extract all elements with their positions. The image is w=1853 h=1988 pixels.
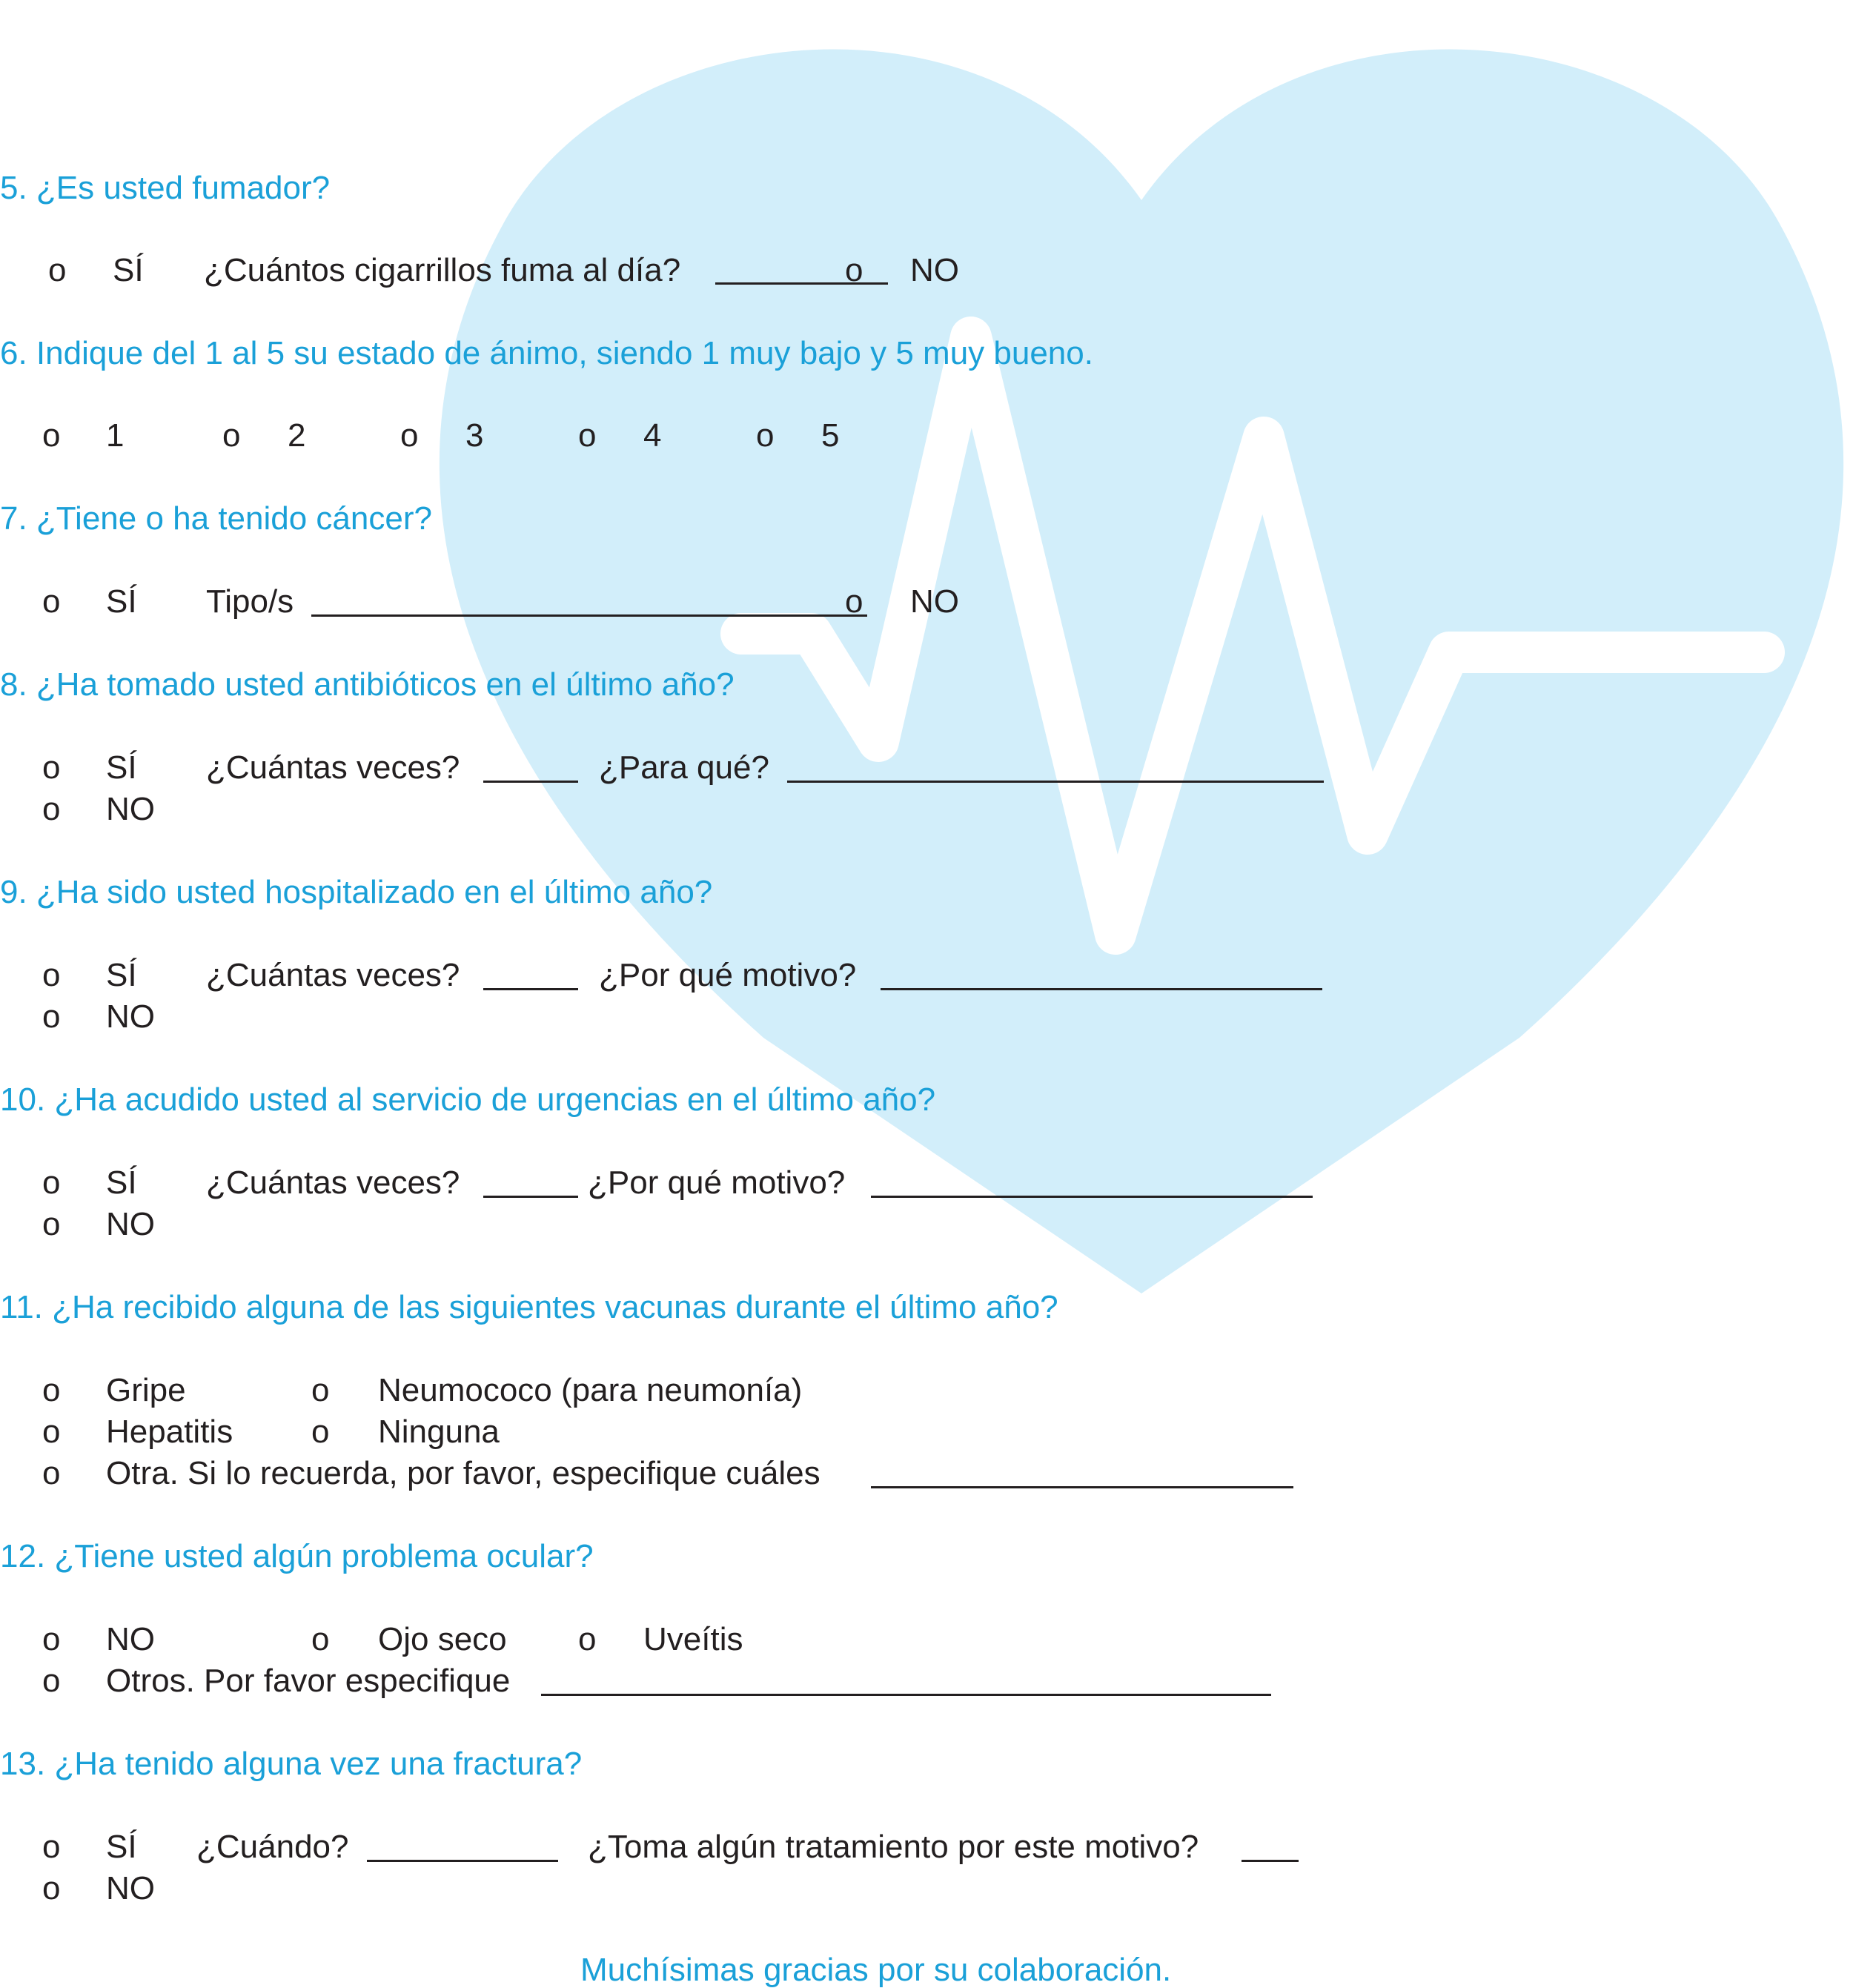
- checkbox-gripe[interactable]: o: [42, 1372, 61, 1408]
- option-label-si: SÍ: [106, 583, 137, 620]
- thanks-message: Muchísimas gracias por su colaboración.: [580, 1952, 1172, 1988]
- vaccine-neumococo: Neumococo (para neumonía): [378, 1372, 803, 1408]
- question-12: 12. ¿Tiene usted algún problema ocular?: [0, 1538, 594, 1574]
- checkbox-q5-no[interactable]: o: [845, 252, 863, 288]
- option-label-si: SÍ: [106, 957, 137, 993]
- mood-option-4: 4: [643, 417, 662, 454]
- fracture-date-field[interactable]: [367, 1860, 558, 1862]
- other-vaccine-field[interactable]: [871, 1486, 1293, 1488]
- checkbox-mood-5[interactable]: o: [756, 417, 775, 454]
- question-5: 5. ¿Es usted fumador?: [0, 170, 331, 206]
- option-ojo-seco: Ojo seco: [378, 1621, 507, 1657]
- cancer-type-field[interactable]: [311, 614, 867, 617]
- question-7: 7. ¿Tiene o ha tenido cáncer?: [0, 500, 432, 537]
- vaccine-hepatitis: Hepatitis: [106, 1414, 233, 1450]
- question-13: 13. ¿Ha tenido alguna vez una fractura?: [0, 1746, 583, 1782]
- question-10: 10. ¿Ha acudido usted al servicio de urgencias en el último año?: [0, 1081, 936, 1118]
- checkbox-q13-si[interactable]: o: [42, 1829, 61, 1865]
- option-otros: Otros. Por favor especifique: [106, 1663, 511, 1699]
- other-eye-problem-field[interactable]: [541, 1694, 1271, 1696]
- checkbox-mood-2[interactable]: o: [222, 417, 241, 454]
- checkbox-q8-si[interactable]: o: [42, 749, 61, 786]
- antibiotics-times-field[interactable]: [483, 781, 578, 783]
- times-prompt: ¿Cuántas veces?: [206, 749, 460, 786]
- vaccine-ninguna: Ninguna: [378, 1414, 500, 1450]
- mood-option-3: 3: [465, 417, 484, 454]
- hospital-times-field[interactable]: [483, 988, 578, 990]
- treatment-prompt: ¿Toma algún tratamiento por este motivo?: [588, 1829, 1199, 1865]
- option-uveitis: Uveítis: [643, 1621, 743, 1657]
- option-label-si: SÍ: [106, 1164, 137, 1201]
- question-8: 8. ¿Ha tomado usted antibióticos en el último año?: [0, 666, 735, 703]
- question-9: 9. ¿Ha sido usted hospitalizado en el último año?: [0, 874, 713, 910]
- mood-option-5: 5: [821, 417, 840, 454]
- emergency-times-field[interactable]: [483, 1196, 578, 1198]
- option-label-no: NO: [106, 1870, 155, 1906]
- emergency-reason-field[interactable]: [871, 1196, 1313, 1198]
- option-label-no: NO: [106, 1621, 155, 1657]
- option-label-si: SÍ: [106, 1829, 137, 1865]
- question-6: 6. Indique del 1 al 5 su estado de ánimo, siendo 1 muy bajo y 5 muy bueno.: [0, 335, 1093, 371]
- option-label-si: SÍ: [106, 749, 137, 786]
- option-label-no: NO: [106, 998, 155, 1035]
- reason-prompt: ¿Por qué motivo?: [599, 957, 857, 993]
- question-11: 11. ¿Ha recibido alguna de las siguientes vacunas durante el último año?: [0, 1289, 1058, 1325]
- checkbox-q7-no[interactable]: o: [845, 583, 863, 620]
- checkbox-hepatitis[interactable]: o: [42, 1414, 61, 1450]
- checkbox-neumococo[interactable]: o: [311, 1372, 330, 1408]
- checkbox-ojo-seco[interactable]: o: [311, 1621, 330, 1657]
- checkbox-mood-1[interactable]: o: [42, 417, 61, 454]
- mood-option-2: 2: [288, 417, 306, 454]
- checkbox-q10-si[interactable]: o: [42, 1164, 61, 1201]
- option-label-no: NO: [106, 1206, 155, 1242]
- option-label-no: NO: [910, 583, 959, 620]
- checkbox-q10-no[interactable]: o: [42, 1206, 61, 1242]
- checkbox-q5-si[interactable]: o: [48, 252, 67, 288]
- antibiotics-reason-field[interactable]: [787, 781, 1324, 783]
- checkbox-otros[interactable]: o: [42, 1663, 61, 1699]
- cigarettes-prompt: ¿Cuántos cigarrillos fuma al día?: [204, 252, 681, 288]
- times-prompt: ¿Cuántas veces?: [206, 957, 460, 993]
- checkbox-q9-si[interactable]: o: [42, 957, 61, 993]
- checkbox-ninguna[interactable]: o: [311, 1414, 330, 1450]
- hospital-reason-field[interactable]: [881, 988, 1322, 990]
- checkbox-mood-3[interactable]: o: [400, 417, 419, 454]
- checkbox-otra[interactable]: o: [42, 1455, 61, 1491]
- option-label-no: NO: [106, 791, 155, 827]
- treatment-field[interactable]: [1242, 1860, 1299, 1862]
- option-label-si: SÍ: [113, 252, 144, 288]
- reason-prompt: ¿Para qué?: [599, 749, 769, 786]
- when-prompt: ¿Cuándo?: [196, 1829, 349, 1865]
- checkbox-q8-no[interactable]: o: [42, 791, 61, 827]
- vaccine-gripe: Gripe: [106, 1372, 186, 1408]
- option-label-no: NO: [910, 252, 959, 288]
- mood-option-1: 1: [106, 417, 125, 454]
- checkbox-q13-no[interactable]: o: [42, 1870, 61, 1906]
- vaccine-otra: Otra. Si lo recuerda, por favor, especifique cuáles: [106, 1455, 821, 1491]
- checkbox-uveitis[interactable]: o: [578, 1621, 597, 1657]
- checkbox-q12-no[interactable]: o: [42, 1621, 61, 1657]
- checkbox-q7-si[interactable]: o: [42, 583, 61, 620]
- times-prompt: ¿Cuántas veces?: [206, 1164, 460, 1201]
- checkbox-q9-no[interactable]: o: [42, 998, 61, 1035]
- checkbox-mood-4[interactable]: o: [578, 417, 597, 454]
- cancer-type-prompt: Tipo/s: [206, 583, 294, 620]
- reason-prompt: ¿Por qué motivo?: [588, 1164, 846, 1201]
